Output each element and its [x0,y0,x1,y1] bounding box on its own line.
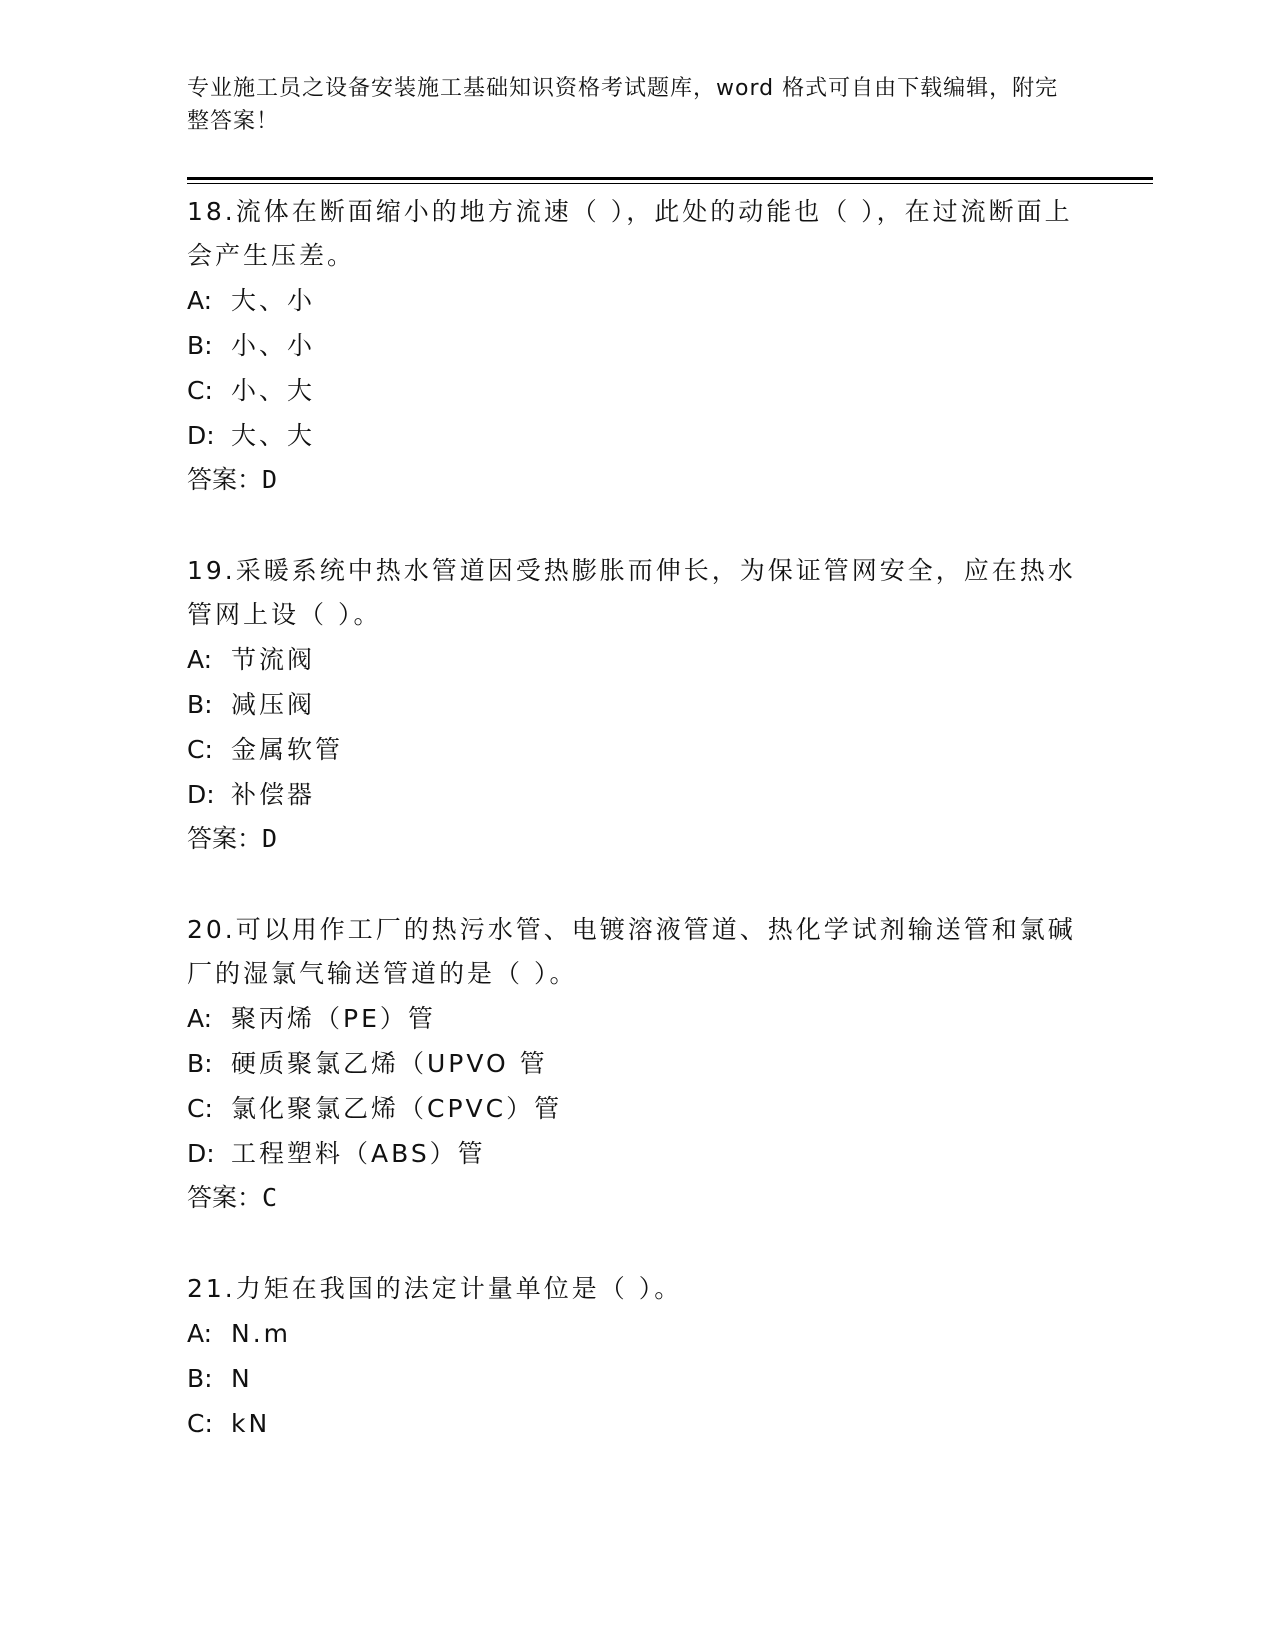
question-number: 18. [187,197,236,226]
option-letter: B: [187,331,213,360]
question-stem: 力矩在我国的法定计量单位是（ ）。 [235,1274,683,1303]
option-text: 节流阀 [231,645,316,674]
question-spacer [187,502,1087,547]
option-text: 氯化聚氯乙烯（CPVC）管 [231,1094,563,1123]
option-text: 工程塑料（ABS）管 [231,1139,486,1168]
header-rule-thin [187,183,1153,184]
option-d [187,413,1087,458]
option-a [187,278,1087,323]
header-rule-thick [187,177,1153,180]
option-letter: B: [187,1364,213,1393]
option-c [187,368,1087,413]
answer-line: 答案：D [187,465,278,494]
option-letter: A: [187,1004,213,1033]
document-header: 专业施工员之设备安装施工基础知识资格考试题库，word 格式可自由下载编辑，附完整答案！ [187,76,1059,134]
question-text [187,188,1087,278]
question-spacer [187,1220,1087,1265]
option-c [187,727,1087,772]
option-d [187,772,1087,817]
question-stem: 流体在断面缩小的地方流速（ ），此处的动能也（ ），在过流断面上会产生压差。 [187,197,1073,270]
option-text: 金属软管 [231,735,344,764]
question-text [187,547,1087,637]
question-spacer [187,861,1087,906]
option-letter: D: [187,780,215,809]
option-letter: A: [187,286,213,315]
option-b [187,323,1087,368]
option-text: kN [231,1409,271,1438]
question-number: 20. [187,915,236,944]
question-stem: 可以用作工厂的热污水管、电镀溶液管道、热化学试剂输送管和氯碱厂的湿氯气输送管道的是（ ）。 [187,915,1076,988]
option-text: 大、大 [231,421,316,450]
question-text [187,1265,1087,1311]
option-c [187,1401,1087,1446]
option-d [187,1131,1087,1176]
option-text: 小、大 [231,376,316,405]
question-number: 21. [187,1274,236,1303]
option-letter: C: [187,1409,213,1438]
question-stem: 采暖系统中热水管道因受热膨胀而伸长，为保证管网安全，应在热水管网上设（ ）。 [187,556,1076,629]
option-letter: B: [187,690,213,719]
option-a [187,1311,1087,1356]
question-21 [187,1265,1087,1446]
answer-line: 答案：D [187,824,278,853]
option-letter: C: [187,735,213,764]
option-text: N [231,1364,253,1393]
option-text: 补偿器 [231,780,316,809]
question-text [187,906,1087,996]
option-a [187,996,1087,1041]
option-letter: B: [187,1049,213,1078]
question-number: 19. [187,556,236,585]
option-letter: C: [187,376,213,405]
option-text: 硬质聚氯乙烯（UPVO 管 [231,1049,548,1078]
option-b [187,1041,1087,1086]
question-18 [187,188,1087,502]
option-b [187,682,1087,727]
option-letter: D: [187,1139,215,1168]
question-19 [187,547,1087,861]
option-b [187,1356,1087,1401]
answer-line: 答案：C [187,1183,278,1212]
option-text: 大、小 [231,286,316,315]
option-letter: D: [187,421,215,450]
option-text: 聚丙烯（PE）管 [231,1004,436,1033]
question-list [187,188,1087,1446]
option-text: N.m [231,1319,292,1348]
option-letter: C: [187,1094,213,1123]
question-20 [187,906,1087,1220]
option-letter: A: [187,645,213,674]
option-c [187,1086,1087,1131]
option-text: 减压阀 [231,690,316,719]
option-a [187,637,1087,682]
option-text: 小、小 [231,331,316,360]
option-letter: A: [187,1319,213,1348]
